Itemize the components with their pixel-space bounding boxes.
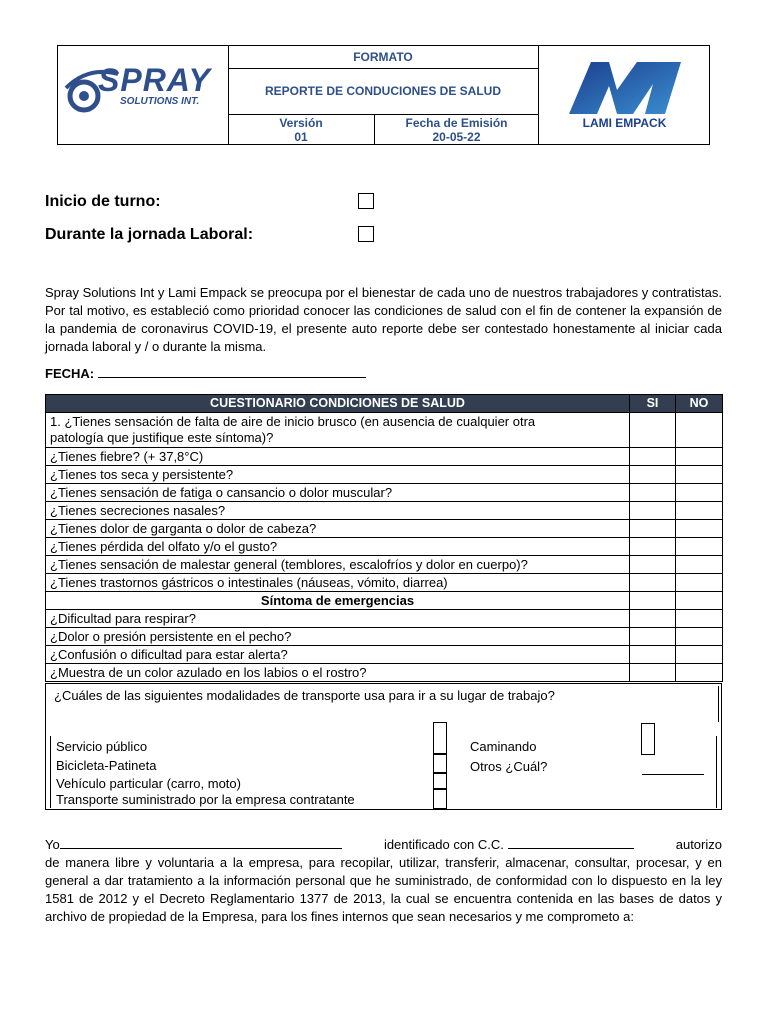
divider: [716, 736, 717, 808]
no-cell[interactable]: [676, 448, 723, 466]
table-row: [46, 520, 723, 538]
no-cell[interactable]: [676, 413, 723, 448]
table-row: [46, 646, 723, 664]
no-cell[interactable]: [676, 556, 723, 574]
table-row: [46, 664, 723, 682]
version-label: Versión: [279, 116, 323, 130]
date-label: Fecha de Emisión: [405, 116, 508, 130]
transport-walking-label: Caminando: [470, 739, 537, 754]
table-row: [46, 484, 723, 502]
shift-start-label: Inicio de turno:: [45, 193, 161, 210]
yes-header: SI: [630, 395, 676, 413]
question-cell: ¿Muestra de un color azulado en los labios o el rostro?: [46, 664, 630, 682]
table-row: [46, 610, 723, 628]
table-row: [46, 538, 723, 556]
yes-cell[interactable]: [630, 664, 676, 682]
consent-identified: identificado con C.C.: [383, 837, 504, 852]
transport-public-label: Servicio público: [56, 739, 148, 754]
yes-cell: [630, 592, 676, 610]
no-cell[interactable]: [676, 484, 723, 502]
question-cell: ¿Dolor o presión persistente en el pecho?: [46, 628, 630, 646]
shift-start-checkbox[interactable]: [358, 193, 374, 209]
lami-empack-logo: [538, 46, 710, 144]
transport-other-input-line[interactable]: [642, 774, 704, 775]
date-field: [45, 366, 366, 381]
document-title: REPORTE DE CONDUCIONES DE SALUD: [228, 69, 538, 115]
consent-body: de manera libre y voluntaria a la empresa, para recopilar, utilizar, transferir, almacenar, consultar, procesar, y en general a dar tratamiento a la información personal que he suministrado, de conformidad con lo dispuesto en la ley 1581 de 2012 y el Decreto Reglamentario 1377 de 2013, la cual se encuentra contenida en las bases de datos y archivo de propiedad de la Empresa, para los fines internos que sean necesarios y me comprometo a:: [45, 855, 722, 924]
table-row: [46, 466, 723, 484]
health-questionnaire: [45, 394, 723, 682]
consent-yo: Yo: [45, 837, 60, 852]
yes-cell[interactable]: [630, 610, 676, 628]
transport-private-label: Vehículo particular (carro, moto): [56, 776, 241, 791]
yes-cell[interactable]: [630, 448, 676, 466]
divider: [718, 686, 719, 722]
intro-paragraph: Spray Solutions Int y Lami Empack se preocupa por el bienestar de cada uno de nuestros trabajadores y contratistas. Por tal motivo, es estableció como prioridad conocer las condiciones de salud con el fin de contener la expansión de la pandemia de coronavirus COVID-19, el presente auto reporte debe ser contestado honestamente al iniciar cada jornada laboral y / o durante la misma.: [45, 285, 722, 354]
version-cell: [228, 115, 375, 145]
spray-logo: [58, 46, 229, 144]
no-cell[interactable]: [676, 466, 723, 484]
consent-id-group: [384, 836, 634, 854]
question-1-line-2: patología que justifique este síntoma)?: [50, 430, 274, 445]
table-row: [46, 448, 723, 466]
yes-cell[interactable]: [630, 520, 676, 538]
lami-empack-logo-text: LAMI EMPACK: [582, 116, 667, 130]
consent-authorize: autorizo: [675, 837, 722, 852]
no-cell: [676, 592, 723, 610]
no-cell[interactable]: [676, 610, 723, 628]
question-cell: ¿Tienes trastornos gástricos o intestinales (náuseas, vómito, diarrea): [46, 574, 630, 592]
date-value: 20-05-22: [432, 130, 481, 144]
question-cell: ¿Tienes sensación de malestar general (temblores, escalofríos y dolor en cuerpo)?: [46, 556, 630, 574]
question-1-line-1: 1. ¿Tienes sensación de falta de aire de inicio brusco (en ausencia de cualquier otra: [50, 414, 536, 429]
divider: [50, 736, 51, 808]
no-cell[interactable]: [676, 628, 723, 646]
date-input-line[interactable]: [98, 366, 366, 378]
spray-logo-subtext: SOLUTIONS INT.: [120, 96, 200, 107]
date-field-label: FECHA:: [45, 366, 95, 381]
questionnaire-title: CUESTIONARIO CONDICIONES DE SALUD: [46, 395, 630, 413]
transport-section: [45, 683, 722, 810]
yes-cell[interactable]: [630, 574, 676, 592]
question-cell: ¿Tienes sensación de fatiga o cansancio o dolor muscular?: [46, 484, 630, 502]
yes-cell[interactable]: [630, 556, 676, 574]
emergency-subheader-row: [46, 592, 723, 610]
table-row: [46, 502, 723, 520]
table-row: [46, 556, 723, 574]
question-cell: ¿Tienes pérdida del olfato y/o el gusto?: [46, 538, 630, 556]
version-value: 01: [294, 130, 308, 144]
question-cell: ¿Tienes tos seca y persistente?: [46, 466, 630, 484]
transport-bike-checkbox[interactable]: [433, 754, 447, 773]
question-cell: ¿Tienes fiebre? (+ 37,8°C): [46, 448, 630, 466]
question-cell: ¿Dificultad para respirar?: [46, 610, 630, 628]
no-cell[interactable]: [676, 502, 723, 520]
yes-cell[interactable]: [630, 484, 676, 502]
no-cell[interactable]: [676, 520, 723, 538]
date-cell: [375, 115, 538, 145]
yes-cell[interactable]: [630, 628, 676, 646]
spray-logo-text: SPRAY: [98, 62, 211, 98]
no-cell[interactable]: [676, 664, 723, 682]
transport-private-checkbox[interactable]: [433, 773, 447, 789]
no-cell[interactable]: [676, 538, 723, 556]
no-header: NO: [676, 395, 723, 413]
transport-company-checkbox[interactable]: [433, 789, 447, 809]
table-row: [46, 628, 723, 646]
no-cell[interactable]: [676, 574, 723, 592]
yes-cell[interactable]: [630, 538, 676, 556]
emergency-subheader: Síntoma de emergencias: [46, 592, 630, 610]
transport-public-checkbox[interactable]: [433, 722, 447, 754]
consent-name-line[interactable]: [60, 836, 342, 849]
consent-first-line: [45, 836, 722, 854]
no-cell[interactable]: [676, 646, 723, 664]
consent-id-line[interactable]: [508, 836, 634, 849]
question-cell: [46, 413, 630, 448]
shift-during-label: Durante la jornada Laboral:: [45, 226, 254, 243]
transport-question: ¿Cuáles de las siguientes modalidades de transporte usa para ir a su lugar de trabajo?: [54, 688, 555, 703]
yes-cell[interactable]: [630, 413, 676, 448]
question-cell: ¿Tienes secreciones nasales?: [46, 502, 630, 520]
question-cell: ¿Tienes dolor de garganta o dolor de cabeza?: [46, 520, 630, 538]
consent-paragraph: [45, 836, 722, 926]
table-header-row: [46, 395, 723, 413]
yes-cell[interactable]: [630, 466, 676, 484]
question-cell: ¿Confusión o dificultad para estar alerta?: [46, 646, 630, 664]
transport-other-label: Otros ¿Cuál?: [470, 759, 548, 774]
document-header: [57, 45, 710, 145]
table-row: [46, 574, 723, 592]
transport-company-label: Transporte suministrado por la empresa contratante: [56, 792, 355, 807]
transport-walking-checkbox[interactable]: [641, 723, 655, 755]
shift-during-checkbox[interactable]: [358, 226, 374, 242]
format-label: FORMATO: [228, 46, 538, 69]
yes-cell[interactable]: [630, 646, 676, 664]
yes-cell[interactable]: [630, 502, 676, 520]
transport-bike-label: Bicicleta-Patineta: [56, 758, 157, 773]
consent-name-group: [45, 836, 342, 854]
table-row: [46, 413, 723, 448]
